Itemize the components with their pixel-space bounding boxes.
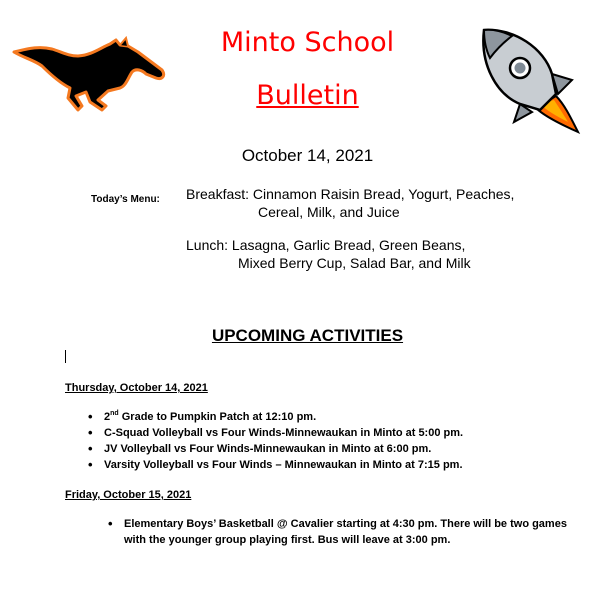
bulletin-date: October 14, 2021 [241,146,374,165]
day-header-thursday: Thursday, October 14, 2021 [65,382,208,394]
menu-label: Today’s Menu: [91,194,160,205]
breakfast-line2: Cereal, Milk, and Juice [258,204,400,220]
list-item: • JV Volleyball vs Four Winds-Minnewaukan in Minto at 6:00 pm. [88,441,608,457]
lunch-line2: Mixed Berry Cup, Salad Bar, and Milk [238,255,471,271]
list-item: • Varsity Volleyball vs Four Winds – Minnewaukan in Minto at 7:15 pm. [88,457,608,473]
list-item: • C-Squad Volleyball vs Four Winds-Minnewaukan in Minto at 5:00 pm. [88,425,608,441]
thursday-activities-list [88,409,608,473]
lunch-line1: Lunch: Lasagna, Garlic Bread, Green Beans, [186,237,466,253]
bulletin-title-line1: Minto School [220,27,395,58]
friday-activities-list [108,516,568,548]
upcoming-activities-heading: UPCOMING ACTIVITIES [211,326,404,345]
list-item: • 2nd Grade to Pumpkin Patch at 12:10 pm. [88,409,608,425]
day-header-friday: Friday, October 15, 2021 [65,489,192,501]
breakfast-line1: Breakfast: Cinnamon Raisin Bread, Yogurt, Peaches, [186,186,515,202]
text-cursor [65,350,66,363]
bulletin-title-line2: Bulletin [256,80,359,111]
list-item: • Elementary Boys’ Basketball @ Cavalier starting at 4:30 pm. There will be two games with the younger group playing first. Bus will leave at 3:00 pm. [108,516,568,548]
